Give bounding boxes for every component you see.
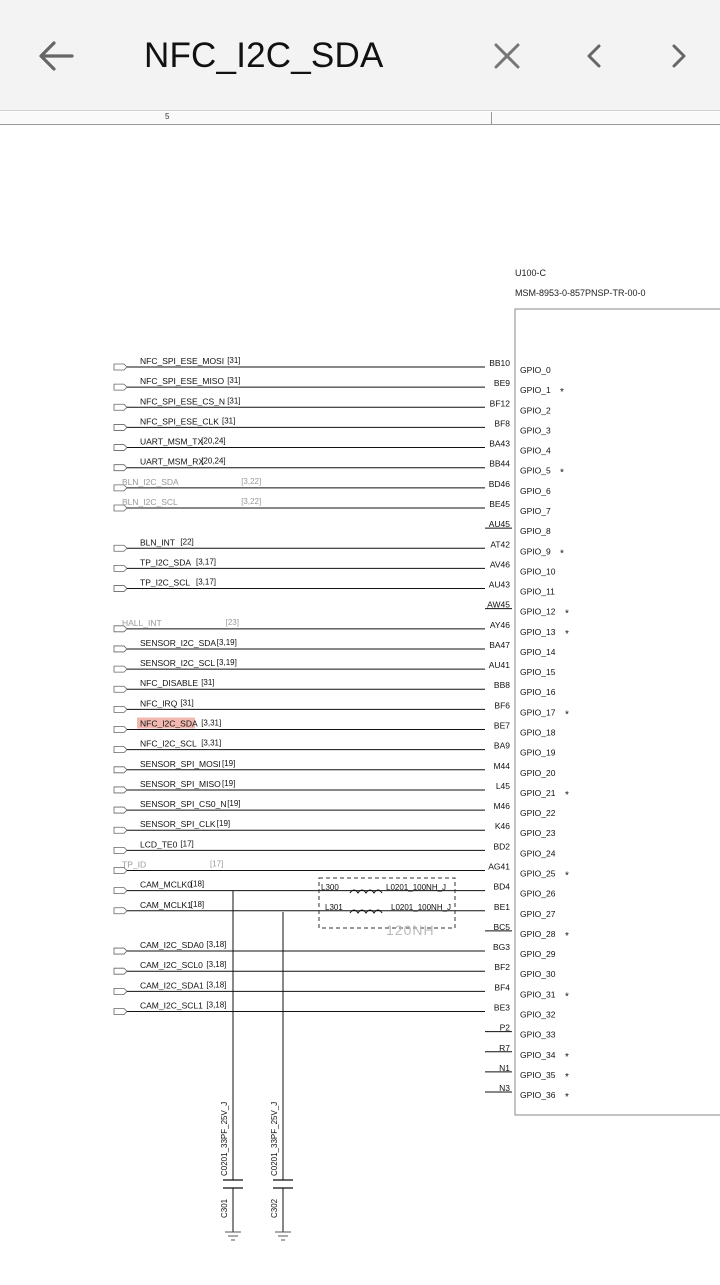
chevron-right-icon (667, 41, 691, 71)
net-ref: [3,19] (216, 658, 237, 668)
port-flag-icon (114, 948, 127, 954)
pin-row (114, 940, 556, 959)
pad-label: N3 (499, 1083, 510, 1094)
pad-label: BE3 (493, 1002, 510, 1013)
port-flag-icon (114, 404, 127, 410)
port-flag-icon (114, 565, 127, 571)
port-flag-icon (114, 747, 127, 753)
port-flag-icon (114, 465, 127, 471)
pin-row (114, 557, 556, 576)
cap-value: C0201_33PF_25V_J (220, 1101, 229, 1176)
net-label: SENSOR_SPI_MISO (140, 778, 221, 789)
net-ref: [3,31] (201, 738, 222, 748)
cap-ref: C302 (270, 1198, 279, 1218)
port-flag-icon (114, 586, 127, 592)
net-ref: [3,19] (216, 637, 237, 647)
pin-row (114, 477, 551, 496)
net-label: HALL_INT (122, 617, 162, 628)
net-ref: [3,18] (206, 940, 227, 950)
pad-label: BA43 (489, 438, 510, 449)
part-number: MSM-8953-0-857PNSP-TR-00-0 (515, 288, 646, 298)
gpio-star: * (565, 1051, 569, 1063)
net-label: NFC_SPI_ESE_CS_N (140, 396, 226, 407)
pin-row (114, 678, 556, 697)
pad-label: BE7 (493, 720, 510, 731)
net-ref: [18] (190, 879, 205, 889)
gpio-star: * (565, 628, 569, 640)
gpio-label: GPIO_17 (520, 707, 556, 718)
pin-row (114, 578, 555, 597)
pin-row (114, 618, 569, 640)
pin-row (485, 1043, 569, 1063)
net-ref: [22] (180, 537, 194, 547)
port-flag-icon (114, 888, 127, 894)
port-flag-icon (114, 727, 127, 733)
ref-designator: U100-C (515, 268, 547, 278)
pad-label: BG3 (492, 942, 510, 953)
net-ref: [3,22] (241, 496, 262, 506)
pin-row (114, 356, 551, 375)
gpio-label: GPIO_19 (520, 747, 556, 758)
pin-row (114, 497, 551, 516)
cap-ref: C301 (220, 1198, 229, 1218)
net-label: SENSOR_I2C_SDA (140, 637, 217, 648)
gpio-label: GPIO_22 (520, 808, 556, 819)
gpio-label: GPIO_15 (520, 667, 556, 678)
pad-label: BB10 (489, 358, 510, 368)
net-label: NFC_IRQ (140, 698, 178, 709)
gpio-label: GPIO_24 (520, 848, 556, 859)
pin-row (485, 1083, 569, 1103)
pad-label: BF2 (494, 962, 510, 973)
net-label: NFC_I2C_SDA (140, 718, 198, 729)
port-flag-icon (114, 364, 127, 370)
gpio-label: GPIO_16 (520, 687, 556, 698)
inductor-value: L0201_100NH_J (391, 903, 452, 912)
pin-row (114, 376, 564, 398)
gpio-label: GPIO_20 (520, 767, 556, 778)
pin-row (114, 839, 556, 858)
pad-label: N1 (499, 1062, 510, 1073)
gpio-star: * (565, 709, 569, 721)
net-ref: [31] (180, 698, 194, 708)
net-ref: [3,18] (206, 1000, 227, 1010)
gpio-label: GPIO_35 (520, 1069, 556, 1080)
pad-label: BF6 (494, 700, 510, 711)
net-ref: [17] (210, 859, 224, 869)
gpio-label: GPIO_25 (520, 868, 556, 879)
pad-label: AV46 (489, 559, 510, 570)
port-flag-icon (114, 424, 127, 430)
gpio-label: GPIO_30 (520, 969, 556, 980)
net-ref: [17] (180, 839, 194, 849)
net-label: NFC_SPI_ESE_CLK (140, 416, 219, 427)
pad-label: AW45 (487, 599, 510, 610)
pad-label: BA9 (493, 740, 510, 751)
port-flag-icon (114, 767, 127, 773)
pad-label: L45 (495, 780, 510, 791)
pin-row (114, 739, 556, 758)
net-label: TP_ID (122, 859, 147, 870)
net-label: CAM_I2C_SCL1 (140, 1000, 203, 1011)
pad-label: P2 (499, 1022, 510, 1033)
gpio-label: GPIO_23 (520, 828, 556, 839)
schematic-viewport[interactable] (0, 125, 720, 1280)
pad-label: BF12 (489, 398, 510, 409)
pad-label: BE9 (493, 378, 510, 389)
pin-row (485, 519, 551, 536)
pin-row (114, 1000, 556, 1019)
gpio-star: * (565, 930, 569, 942)
net-label: TP_I2C_SCL (140, 577, 191, 588)
gpio-label: GPIO_21 (520, 787, 556, 798)
net-ref: [19] (222, 758, 236, 768)
previous-match-button[interactable] (566, 28, 622, 84)
net-ref: [20,24] (201, 436, 226, 446)
pad-label: BD2 (493, 841, 510, 852)
net-ref: [31] (227, 356, 241, 365)
net-ref: [19] (227, 799, 241, 809)
gpio-star: * (565, 1092, 569, 1104)
gpio-star: * (565, 789, 569, 801)
pin-row (114, 416, 551, 435)
gpio-star: * (565, 608, 569, 620)
gpio-label: GPIO_27 (520, 908, 556, 919)
pad-label: AT42 (490, 539, 510, 550)
port-flag-icon (114, 807, 127, 813)
ruler-tick (491, 112, 492, 124)
search-toolbar (0, 0, 720, 111)
gpio-label: GPIO_5 (520, 465, 551, 476)
search-query-field[interactable]: NFC_I2C_SDA (144, 36, 384, 75)
gpio-star: * (560, 387, 564, 399)
net-label: SENSOR_I2C_SCL (140, 658, 216, 669)
net-label: NFC_SPI_ESE_MISO (140, 376, 225, 387)
pad-label: AG41 (488, 861, 510, 872)
page-ruler (0, 112, 720, 125)
net-label: NFC_DISABLE (140, 678, 199, 689)
pin-row (485, 922, 569, 942)
gpio-label: GPIO_10 (520, 566, 556, 577)
pad-label: M46 (493, 801, 510, 812)
pad-label: BA47 (489, 639, 510, 650)
net-label: BLN_I2C_SDA (122, 476, 179, 487)
pad-label: AY46 (489, 619, 510, 630)
pin-row (114, 457, 564, 479)
gpio-label: GPIO_36 (520, 1090, 556, 1101)
next-match-button[interactable] (651, 28, 707, 84)
pad-label: BE45 (489, 498, 510, 509)
net-label: UART_MSM_RX (140, 456, 205, 467)
net-ref: [3,22] (241, 476, 262, 486)
pad-label: AU41 (488, 660, 510, 671)
pad-label: AU43 (488, 579, 510, 590)
gpio-label: GPIO_8 (520, 526, 551, 537)
gpio-label: GPIO_31 (520, 989, 556, 1000)
port-flag-icon (114, 686, 127, 692)
pin-row (114, 779, 569, 801)
pin-row (114, 658, 556, 677)
gpio-star: * (565, 1071, 569, 1083)
net-ref: [19] (222, 778, 236, 788)
pad-label: BF8 (494, 418, 510, 429)
close-icon (492, 41, 522, 71)
gpio-label: GPIO_6 (520, 485, 551, 496)
net-ref: [3,31] (201, 718, 222, 728)
net-ref: [23] (225, 617, 239, 627)
net-ref: [3,17] (196, 577, 217, 587)
gpio-label: GPIO_29 (520, 949, 556, 960)
gpio-label: GPIO_13 (520, 626, 556, 637)
net-ref: [19] (216, 819, 231, 829)
port-flag-icon (114, 827, 127, 833)
pad-label: BD4 (493, 881, 510, 892)
gpio-label: GPIO_1 (520, 385, 551, 396)
net-label: SENSOR_SPI_CLK (140, 819, 216, 830)
net-label: BLN_INT (140, 537, 175, 548)
net-ref: [31] (227, 376, 241, 386)
gpio-label: GPIO_11 (520, 586, 555, 597)
gpio-label: GPIO_9 (520, 546, 551, 557)
pin-row (114, 980, 569, 1002)
port-flag-icon (114, 847, 127, 853)
pin-row (114, 537, 564, 559)
pad-label: BB8 (493, 680, 510, 691)
port-flag-icon (114, 384, 127, 390)
net-label: SENSOR_SPI_CS0_N (140, 799, 227, 810)
net-ref: [3,18] (206, 960, 227, 970)
pin-row (114, 638, 556, 657)
net-label: BLN_I2C_SCL (122, 496, 178, 507)
pad-label: R7 (499, 1042, 510, 1053)
port-flag-icon (114, 1008, 127, 1014)
port-flag-icon (114, 908, 127, 914)
net-label: CAM_I2C_SCL0 (140, 960, 203, 971)
pin-row (114, 437, 551, 456)
net-ref: [31] (222, 416, 236, 426)
pin-row (485, 600, 569, 620)
gpio-label: GPIO_14 (520, 646, 556, 657)
net-label: CAM_MCLK1 (140, 899, 192, 910)
pad-label: K46 (494, 821, 510, 832)
inductor-ref: L300 (321, 883, 339, 892)
net-ref: [3,17] (196, 557, 217, 567)
pin-row (114, 698, 569, 720)
pad-label: BF4 (494, 982, 510, 993)
pad-label: BE1 (493, 901, 510, 912)
port-flag-icon (114, 988, 127, 994)
net-label: NFC_SPI_ESE_MOSI (140, 356, 225, 366)
pad-label: AU45 (488, 519, 510, 530)
port-flag-icon (114, 545, 127, 551)
net-ref: [31] (201, 678, 215, 688)
pin-row (114, 799, 556, 818)
chevron-left-icon (582, 41, 606, 71)
net-ref: [3,18] (206, 980, 227, 990)
inductor-value: L0201_100NH_J (386, 883, 447, 892)
net-label: CAM_I2C_SDA0 (140, 940, 204, 951)
pin-row (485, 1063, 569, 1083)
gpio-star: * (565, 991, 569, 1003)
inductor-ref: L301 (325, 903, 343, 912)
cap-value: C0201_33PF_25V_J (270, 1101, 279, 1176)
port-flag-icon (114, 445, 127, 451)
gpio-label: GPIO_2 (520, 405, 551, 416)
arrow-left-icon (36, 36, 76, 76)
net-ref: [31] (227, 396, 241, 406)
net-label: SENSOR_SPI_MOSI (140, 758, 221, 769)
page-number: 5 (165, 112, 170, 121)
gpio-label: GPIO_34 (520, 1049, 556, 1060)
port-flag-icon (114, 706, 127, 712)
pad-label: BD46 (488, 478, 510, 489)
port-flag-icon (114, 646, 127, 652)
gpio-label: GPIO_12 (520, 606, 556, 617)
net-label: NFC_I2C_SCL (140, 738, 197, 749)
net-label: TP_I2C_SDA (140, 557, 192, 568)
gpio-star: * (565, 870, 569, 882)
net-label: LCD_TE0 (140, 839, 178, 850)
pin-row (114, 396, 551, 415)
inductor-note: 120NH (386, 922, 435, 938)
gpio-label: GPIO_18 (520, 727, 556, 738)
pad-label: BB44 (489, 458, 510, 469)
gpio-label: GPIO_7 (520, 505, 551, 516)
net-ref: [20,24] (201, 456, 226, 466)
port-flag-icon (114, 968, 127, 974)
back-button[interactable] (28, 28, 84, 84)
port-flag-icon (114, 787, 127, 793)
gpio-label: GPIO_28 (520, 928, 556, 939)
gpio-label: GPIO_3 (520, 425, 551, 436)
gpio-label: GPIO_0 (520, 365, 551, 375)
gpio-label: GPIO_26 (520, 888, 556, 899)
pin-row (114, 718, 556, 738)
net-label: CAM_I2C_SDA1 (140, 980, 204, 991)
clear-search-button[interactable] (479, 28, 535, 84)
port-flag-icon (114, 666, 127, 672)
gpio-label: GPIO_4 (520, 445, 551, 456)
pin-row (114, 960, 556, 979)
pin-row (114, 819, 556, 838)
net-ref: [18] (190, 899, 205, 909)
net-label: UART_MSM_TX (140, 436, 204, 447)
pin-row (114, 759, 556, 778)
gpio-star: * (560, 467, 564, 479)
gpio-label: GPIO_33 (520, 1029, 556, 1040)
pin-row (485, 1023, 556, 1040)
pad-label: BC5 (493, 921, 510, 932)
pad-label: M44 (493, 760, 510, 771)
gpio-star: * (560, 548, 564, 560)
schematic-drawing (0, 125, 720, 1280)
net-label: CAM_MCLK0 (140, 879, 192, 890)
gpio-label: GPIO_32 (520, 1009, 556, 1020)
